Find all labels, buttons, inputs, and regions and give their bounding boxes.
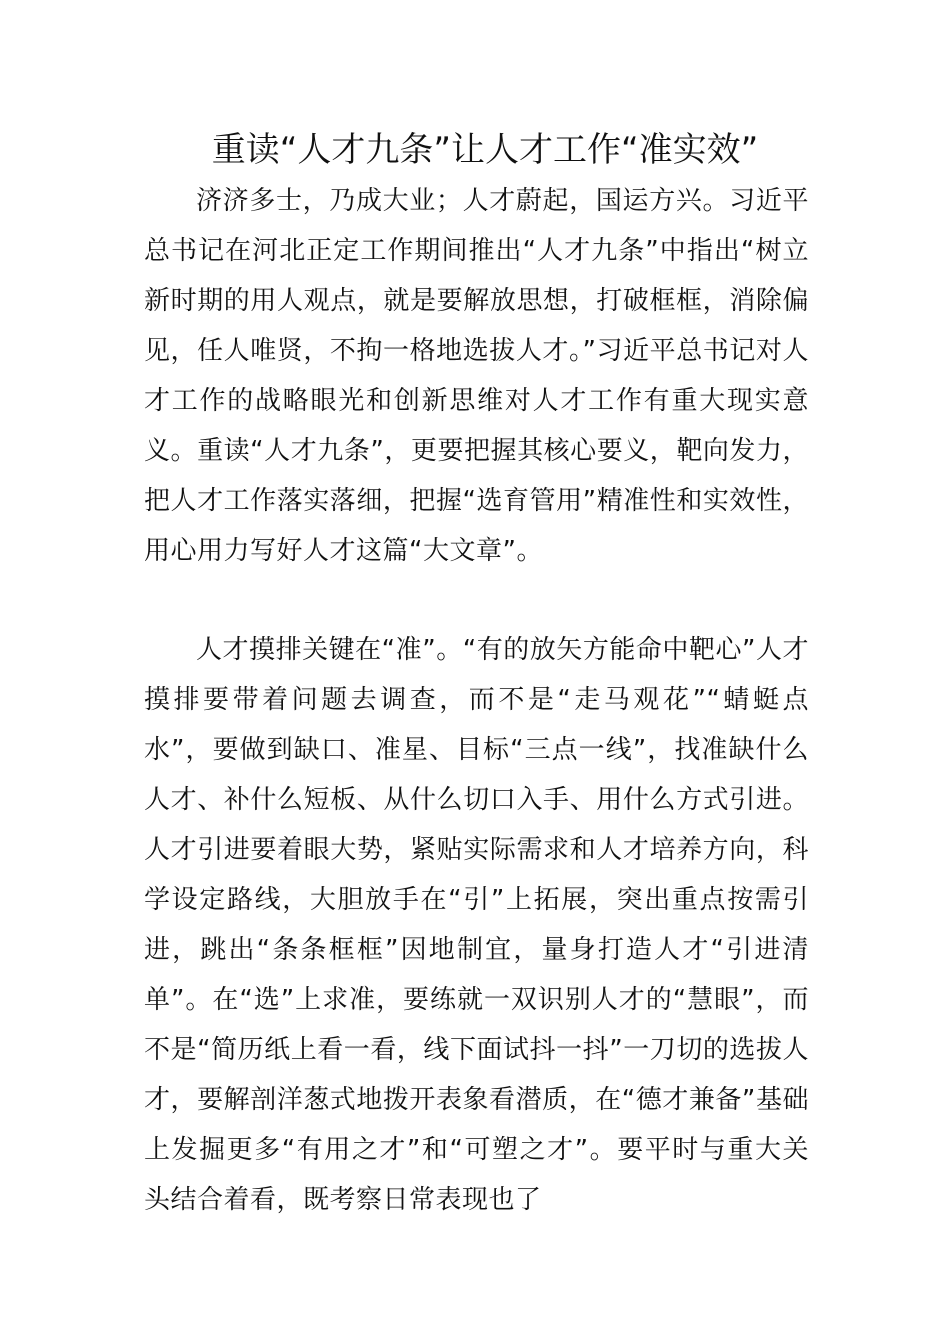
document-title: 重读“人才九条”让人才工作“准实效” — [211, 130, 759, 170]
paragraph-intro: 济济多士，乃成大业；人才蔚起，国运方兴。习近平总书记在河北正定工作期间推出“人才九条”中指出“树立新时期的用人观点，就是要解放思想，打破框框，消除偏见，任人唯贤，不拘一格地选拔人才。”习近平总书记对人才工作的战略眼光和创新思维对人才工作有重大现实意义。重读“人才九条”，更要把握其核心要义，靶向发力，把人才工作落实落细，把握“选育管用”精准性和实效性，用心用力写好人才这篇“大文章”。 — [144, 186, 809, 566]
paragraph-talent-survey: 人才摸排关键在“准”。“有的放矢方能命中靶心”人才摸排要带着问题去调查，而不是“走马观花”“蜻蜓点水”，要做到缺口、准星、目标“三点一线”，找准缺什么人才、补什么短板、从什么切口入手、用什么方式引进。人才引进要着眼大势，紧贴实际需求和人才培养方向，科学设定路线，大胆放手在“引”上拓展，突出重点按需引进，跳出“条条框框”因地制宜，量身打造人才“引进清单”。在“选”上求准，要练就一双识别人才的“慧眼”，而不是“简历纸上看一看，线下面试抖一抖”一刀切的选拔人才，要解剖洋葱式地拨开表象看潜质，在“德才兼备”基础上发掘更多“有用之才”和“可塑之才”。要平时与重大关头结合着看，既考察日常表现也了 — [144, 635, 809, 1215]
